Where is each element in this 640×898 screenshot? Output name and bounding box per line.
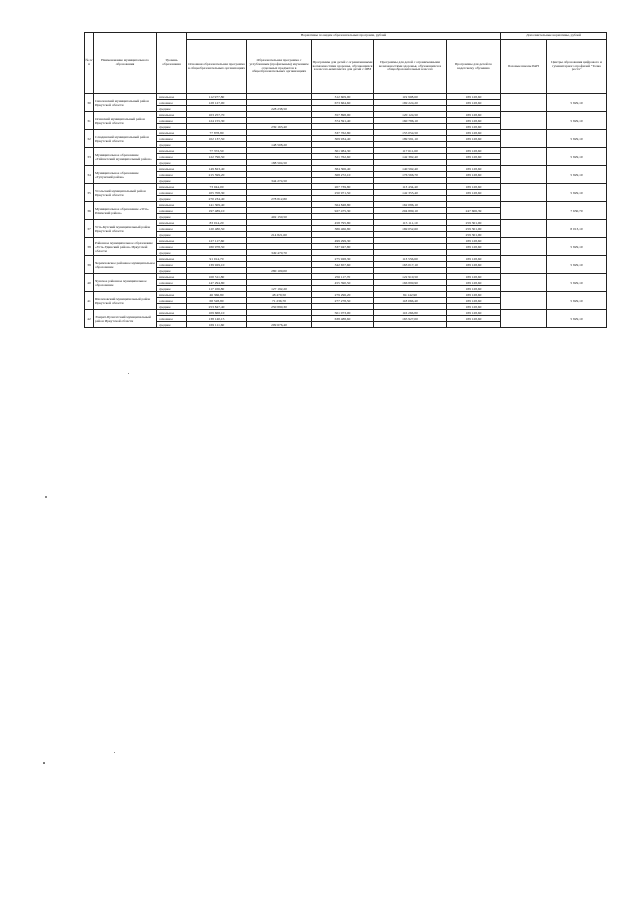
education-level: основное	[157, 280, 187, 286]
cell-disabled-classes: 501 073,00	[312, 310, 374, 316]
education-level: основное	[157, 316, 187, 322]
header-centers: Центры образования цифрового и гуманитарного профилей "Точка роста"	[547, 40, 607, 94]
cell-ran	[501, 94, 547, 112]
education-level: начальное	[157, 148, 187, 154]
education-level: среднее	[157, 268, 187, 274]
cell-disabled-general: 165 927,00	[374, 316, 447, 322]
cell-disabled-classes: 337 762,80	[312, 130, 374, 136]
header-disabled-classes: Программы для детей с ограниченными возможностями здоровья, обучающихся в классах-комплектах для детей с ОВЗ	[312, 40, 374, 94]
cell-ran	[501, 256, 547, 274]
education-level: основное	[157, 172, 187, 178]
cell-cadet: 189 128,60	[447, 124, 501, 130]
education-level: основное	[157, 208, 187, 214]
cell-advanced: 148 508,20	[247, 142, 312, 148]
cell-cadet: 189 128,60	[447, 130, 501, 136]
cell-ran	[501, 310, 547, 328]
scan-speck	[43, 762, 45, 764]
municipality-name: Усть-Кутский муниципальный район Иркутской области	[94, 220, 157, 238]
cell-basic: 128 127,00	[187, 100, 247, 106]
cell-advanced: 71 236,70	[247, 298, 312, 304]
cell-advanced: 344 274,50	[247, 178, 312, 184]
education-level: основное	[157, 154, 187, 160]
cell-disabled-classes: 277 278,50	[312, 298, 374, 304]
cell-basic: 180 978,50	[187, 244, 247, 250]
education-level: начальное	[157, 202, 187, 208]
education-level: начальное	[157, 94, 187, 100]
cell-disabled-general: 155 054,50	[374, 130, 447, 136]
row-number: 34	[85, 166, 94, 184]
cell-basic: 139 929,10	[187, 262, 247, 268]
cell-basic: 109 668,10	[187, 310, 247, 316]
education-level: среднее	[157, 196, 187, 202]
cell-basic: 117 106,80	[187, 286, 247, 292]
municipality-name: Муниципальное образование «Тулунский район»	[94, 166, 157, 184]
cell-cadet: 189 128,60	[447, 100, 501, 106]
cell-advanced: 48 479,50	[247, 292, 312, 298]
cell-cadet: 189 128,60	[447, 244, 501, 250]
cell-disabled-general: 120 124,50	[374, 112, 447, 118]
municipality-name: Чунское районное муниципальное образование	[94, 274, 157, 292]
education-level: начальное	[157, 310, 187, 316]
cell-cadet: 189 128,60	[447, 136, 501, 142]
municipality-name: Районное муниципальное образование «Усть-Удинский район» Иркутской области	[94, 238, 157, 256]
header-name: Наименование муниципального образования	[94, 33, 157, 94]
cell-centers: 5 829,10	[547, 112, 607, 130]
cell-disabled-classes: 374 591,40	[312, 118, 374, 124]
cell-basic: 253 847,40	[187, 304, 247, 310]
cell-disabled-classes: 309 934,40	[312, 136, 374, 142]
cell-ran	[501, 238, 547, 256]
cell-basic: 68 528,80	[187, 298, 247, 304]
cell-disabled-classes: 357 898,90	[312, 112, 374, 118]
cell-disabled-classes: 301 984,30	[312, 148, 374, 154]
cell-ran	[501, 220, 547, 238]
municipality-name: Слюдянский муниципальный район Иркутской области	[94, 130, 157, 148]
cell-disabled-classes: 638 488,60	[312, 316, 374, 322]
table-header	[85, 33, 607, 94]
cell-disabled-classes: 312 609,90	[312, 94, 374, 100]
cell-advanced: 402 150,50	[247, 214, 312, 220]
header-disabled-general: Программы для детей с ограниченными возможностями здоровья, обучающихся в общеобразовательных классах	[374, 40, 447, 94]
education-level: основное	[157, 118, 187, 124]
cell-disabled-general: 122 910,50	[374, 274, 447, 280]
standards-table	[84, 32, 607, 328]
cell-disabled-classes: 368 272,10	[312, 172, 374, 178]
header-group-standards: Нормативы по видам образовательных программ, рублей	[187, 33, 501, 40]
table-body	[85, 94, 607, 328]
cell-disabled-classes: 386 466,80	[312, 226, 374, 232]
education-level: начальное	[157, 184, 187, 190]
cell-cadet: 189 128,60	[447, 112, 501, 118]
municipality-name: Муниципальное образование «Усть-Илимский район»	[94, 202, 157, 220]
cell-ran	[501, 112, 547, 130]
cell-disabled-classes: 256 117,70	[312, 274, 374, 280]
education-level: основное	[157, 100, 187, 106]
cell-cadet: 189 128,60	[447, 172, 501, 178]
cell-basic: 112 977,80	[187, 94, 247, 100]
cell-basic: 100 511,80	[187, 274, 247, 280]
cell-cadet: 189 128,60	[447, 94, 501, 100]
cell-centers: 5 829,10	[547, 184, 607, 202]
header-level: Уровень образования	[157, 33, 187, 94]
header-num: № п/п	[85, 33, 94, 94]
cell-basic: 124 155,30	[187, 118, 247, 124]
cell-centers: 5 829,10	[547, 94, 607, 112]
education-level: начальное	[157, 238, 187, 244]
education-level: среднее	[157, 286, 187, 292]
cell-cadet: 189 128,60	[447, 184, 501, 190]
cell-basic: 197 489,10	[187, 208, 247, 214]
cell-ran	[501, 166, 547, 184]
cell-cadet: 189 128,60	[447, 148, 501, 154]
cell-basic: 77 878,80	[187, 130, 247, 136]
cell-disabled-general: 176 566,70	[374, 172, 447, 178]
cell-centers: 7 630,70	[547, 202, 607, 220]
cell-disabled-general: 140 592,40	[374, 166, 447, 172]
cell-centers: 5 829,10	[547, 310, 607, 328]
cell-ran	[501, 202, 547, 220]
cell-disabled-general: 169 224,20	[374, 100, 447, 106]
scan-speck	[114, 752, 115, 753]
cell-cadet: 189 128,60	[447, 316, 501, 322]
cell-centers: 5 829,10	[547, 274, 607, 292]
cell-advanced: 228 238,50	[247, 106, 312, 112]
cell-basic: 120 480,50	[187, 226, 247, 232]
cell-basic: 147 294,80	[187, 280, 247, 286]
education-level: начальное	[157, 274, 187, 280]
education-level: среднее	[157, 106, 187, 112]
cell-cadet: 247 606,39	[447, 208, 501, 214]
cell-disabled-general: 163 017,10	[374, 262, 447, 268]
scan-speck	[45, 496, 47, 498]
cell-disabled-general: 204 899,10	[374, 208, 447, 214]
education-level: начальное	[157, 256, 187, 262]
cell-advanced: 127 192,20	[247, 286, 312, 292]
cell-cadet: 259 301,90	[447, 232, 501, 238]
cell-disabled-general: 166 899,90	[374, 280, 447, 286]
education-level: начальное	[157, 112, 187, 118]
cell-disabled-classes: 499 299,30	[312, 238, 374, 244]
cell-advanced: 278 812,80	[247, 196, 312, 202]
cell-disabled-classes: 564 848,80	[312, 202, 374, 208]
cell-basic: 215 599,20	[187, 172, 247, 178]
education-level: среднее	[157, 232, 187, 238]
cell-disabled-general: 117 611,60	[374, 148, 447, 154]
cell-ran	[501, 274, 547, 292]
cell-disabled-general: 189 591,10	[374, 136, 447, 142]
cell-disabled-classes: 458 795,80	[312, 220, 374, 226]
row-number: 32	[85, 130, 94, 148]
row-number: 30	[85, 94, 94, 112]
cell-basic: 77 372,50	[187, 148, 247, 154]
education-level: начальное	[157, 292, 187, 298]
cell-ran	[501, 292, 547, 310]
education-level: среднее	[157, 160, 187, 166]
cell-centers: 5 829,10	[547, 256, 607, 274]
cell-disabled-general: 84 142,90	[374, 292, 447, 298]
row-number: 40	[85, 274, 94, 292]
cell-advanced: 349 470,70	[247, 250, 312, 256]
cell-cadet: 189 128,60	[447, 118, 501, 124]
cell-disabled-general: 169 052,60	[374, 226, 447, 232]
municipality-name: Усольский муниципальный район Иркутской области	[94, 184, 157, 202]
cell-basic: 122 796,50	[187, 154, 247, 160]
cell-centers: 5 829,10	[547, 292, 607, 310]
education-level: среднее	[157, 304, 187, 310]
cell-disabled-classes: 250 971,50	[312, 190, 374, 196]
cell-cadet: 259 301,90	[447, 220, 501, 226]
cell-disabled-general	[374, 322, 447, 328]
education-level: начальное	[157, 166, 187, 172]
header-advanced: Образовательная программа с углубленным (профильным) изучением отдельных предметов в общеобразовательных организациях	[247, 40, 312, 94]
cell-disabled-classes	[312, 322, 374, 328]
municipality-name: Сиюловский муниципальный район Иркутской области	[94, 94, 157, 112]
cell-basic: 103 257,70	[187, 112, 247, 118]
row-number: 35	[85, 184, 94, 202]
cell-advanced: 214 821,60	[247, 232, 312, 238]
cell-basic: 169 111,60	[187, 322, 247, 328]
municipality-name: Муниципальное образование «Тайшетский муниципальный район»	[94, 148, 157, 166]
cell-cadet: 189 128,60	[447, 304, 501, 310]
cell-basic: 83 014,20	[187, 220, 247, 226]
scan-speck	[128, 373, 129, 374]
header-ran: Базовые школы РАН	[501, 40, 547, 94]
cell-disabled-classes: 927 475,30	[312, 208, 374, 214]
cell-basic: 91 014,70	[187, 256, 247, 262]
cell-disabled-general: 113 434,40	[374, 184, 447, 190]
row-number: 33	[85, 148, 94, 166]
cell-disabled-general: 162 086,10	[374, 202, 447, 208]
cell-disabled-general: 142 382,40	[374, 154, 447, 160]
row-number: 42	[85, 310, 94, 328]
cell-ran	[501, 184, 547, 202]
education-level: основное	[157, 226, 187, 232]
cell-cadet: 259 301,90	[447, 226, 501, 232]
education-level: основное	[157, 262, 187, 268]
cell-disabled-classes: 321 762,60	[312, 154, 374, 160]
cell-basic: 138 140,15	[187, 316, 247, 322]
cell-basic: 149 823,40	[187, 166, 247, 172]
cell-centers: 5 829,10	[547, 238, 607, 256]
cell-ran	[501, 148, 547, 166]
cell-cadet: 189 128,60	[447, 286, 501, 292]
cell-advanced: 250 890,30	[247, 304, 312, 310]
education-level: среднее	[157, 142, 187, 148]
cell-advanced: 209 676,40	[247, 322, 312, 328]
cell-disabled-classes: 384 306,40	[312, 166, 374, 172]
cell-basic: 73 044,00	[187, 184, 247, 190]
cell-cadet: 189 128,60	[447, 166, 501, 172]
row-number: 41	[85, 292, 94, 310]
header-group-additional: Дополнительные нормативы, рублей	[501, 33, 607, 40]
row-number: 38	[85, 238, 94, 256]
cell-centers: 5 829,10	[547, 148, 607, 166]
cell-cadet: 189 128,60	[447, 262, 501, 268]
row-number: 39	[85, 256, 94, 274]
cell-cadet: 189 128,60	[447, 154, 501, 160]
education-level: начальное	[157, 220, 187, 226]
education-level: среднее	[157, 178, 187, 184]
cell-cadet: 189 128,60	[447, 238, 501, 244]
row-number: 36	[85, 202, 94, 220]
cell-cadet: 189 128,60	[447, 292, 501, 298]
cell-disabled-general: 160 786,10	[374, 118, 447, 124]
cell-centers: 5 829,10	[547, 166, 607, 184]
cell-basic: 141 309,40	[187, 202, 247, 208]
header-cadet: Программы для детей по кадетскому обучению	[447, 40, 501, 94]
cell-centers: 8 013,10	[547, 220, 607, 238]
cell-disabled-general: 119 908,60	[374, 94, 447, 100]
cell-disabled-general: 113 556,60	[374, 256, 447, 262]
row-number: 37	[85, 220, 94, 238]
cell-basic: 105 708,30	[187, 190, 247, 196]
cell-disabled-classes: 342 657,60	[312, 262, 374, 268]
municipality-name: Осинский муниципальный район Иркутской области	[94, 112, 157, 130]
education-level: начальное	[157, 130, 187, 136]
education-level: основное	[157, 298, 187, 304]
cell-advanced: 280 109,00	[247, 268, 312, 274]
cell-disabled-classes: 275 928,30	[312, 256, 374, 262]
cell-disabled-general: 142 355,40	[374, 190, 447, 196]
cell-basic: 102 137,50	[187, 136, 247, 142]
municipality-name: Черемховское районное муниципальное образование	[94, 256, 157, 274]
cell-centers: 5 829,10	[547, 130, 607, 148]
cell-cadet: 189 128,60	[447, 190, 501, 196]
education-level: среднее	[157, 322, 187, 328]
cell-basic: 270 234,40	[187, 196, 247, 202]
row-number: 31	[85, 112, 94, 130]
cell-cadet: 189 128,60	[447, 310, 501, 316]
education-level: среднее	[157, 124, 187, 130]
education-level: основное	[157, 136, 187, 142]
cell-disabled-general: 118 066,40	[374, 298, 447, 304]
cell-disabled-classes: 673 664,60	[312, 100, 374, 106]
education-level: среднее	[157, 250, 187, 256]
cell-cadet	[447, 322, 501, 328]
cell-cadet: 189 128,60	[447, 274, 501, 280]
cell-disabled-general: 115 111,10	[374, 220, 447, 226]
header-basic: Основная образовательная программа в общеобразовательных организациях	[187, 40, 247, 94]
cell-disabled-classes: 455 390,50	[312, 280, 374, 286]
cell-advanced: 239 163,40	[247, 124, 312, 130]
education-level: основное	[157, 244, 187, 250]
cell-disabled-classes: 337 947,80	[312, 244, 374, 250]
cell-disabled-classes: 279 296,20	[312, 292, 374, 298]
cell-disabled-general: 116 266,80	[374, 310, 447, 316]
cell-advanced: 188 504,50	[247, 160, 312, 166]
cell-cadet: 189 128,60	[447, 298, 501, 304]
education-level: основное	[157, 190, 187, 196]
education-level: среднее	[157, 214, 187, 220]
cell-disabled-classes: 207 739,80	[312, 184, 374, 190]
municipality-name: Эхирит-Булагатский муниципальный район Иркутской области	[94, 310, 157, 328]
cell-basic: 46 366,80	[187, 292, 247, 298]
cell-cadet: 189 128,60	[447, 280, 501, 286]
cell-ran	[501, 130, 547, 148]
cell-basic: 127 117,60	[187, 238, 247, 244]
cell-cadet: 189 128,60	[447, 256, 501, 262]
municipality-name: Шелеховский муниципальный район Иркутской области	[94, 292, 157, 310]
